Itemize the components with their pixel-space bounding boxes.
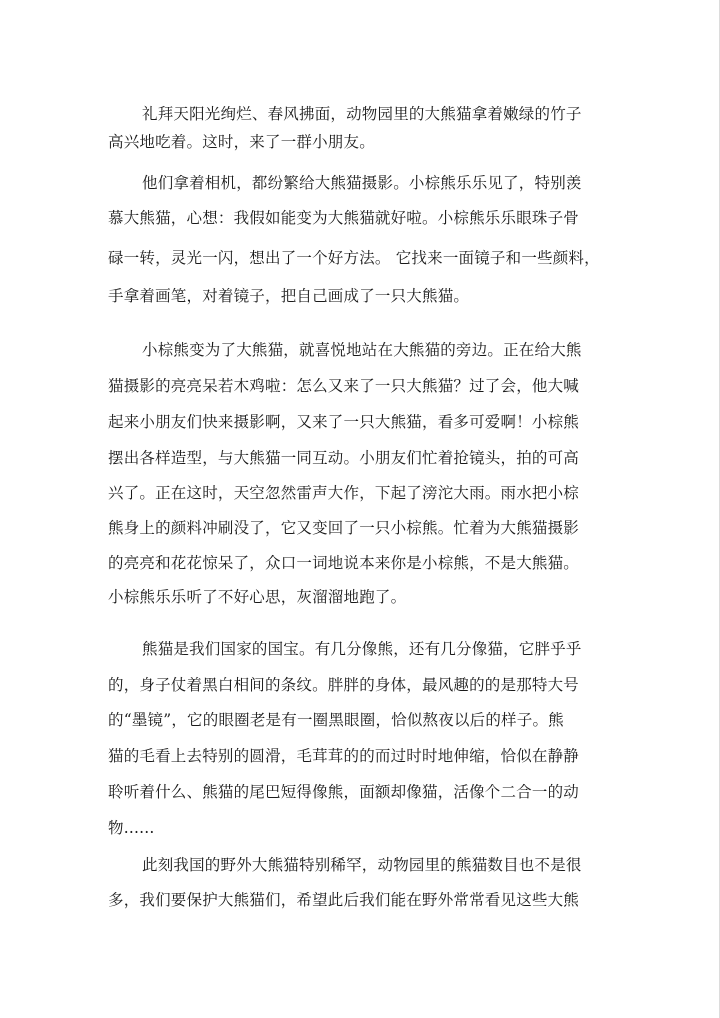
paragraph-line: 小棕熊变为了大熊猫，就喜悦地站在大熊猫的旁边。正在给大熊: [142, 341, 582, 359]
paragraph-line: 摆出各样造型，与大熊猫一同互动。小朋友们忙着抢镜头，拍的可高: [108, 449, 580, 467]
paragraph-line: 高兴地吃着。这时，来了一群小朋友。: [108, 133, 375, 151]
paragraph-line: 熊身上的颜料冲刷没了，它又变回了一只小棕熊。忙着为大熊猫摄影: [108, 519, 580, 537]
paragraph-line: 他们拿着相机，都纷繁给大熊猫摄影。小棕熊乐乐见了，特别羡: [142, 174, 582, 192]
paragraph-line: 猫摄影的亮亮呆若木鸡啦：怎么又来了一只大熊猫？过了会，他大喊: [108, 377, 580, 395]
paragraph-line: 手拿着画笔，对着镜子，把自己画成了一只大熊猫。: [108, 287, 470, 305]
paragraph-line: 此刻我国的野外大熊猫特别稀罕，动物园里的熊猫数目也不是很: [142, 856, 582, 874]
paragraph-line: 的“墨镜”，它的眼圈老是有一圈黑眼圈，恰似熬夜以后的样子。熊: [108, 711, 564, 729]
paragraph-line: 猫的毛看上去特别的圆滑，毛茸茸的的而过时时地伸缩，恰似在静静: [108, 747, 580, 765]
paragraph-line: 小棕熊乐乐听了不好心思，灰溜溜地跑了。: [108, 588, 407, 606]
paragraph-line: 聆听着什么、熊猫的尾巴短得像熊，面额却像猫，活像个二合一的动: [108, 783, 580, 801]
paragraph-line: 碌一转，灵光一闪，想出了一个好方法。 它找来一面镜子和一些颜料，: [108, 249, 600, 267]
paragraph-line: 的，身子仗着黑白相间的条纹。胖胖的身体，最风趣的的是那特大号: [108, 676, 580, 694]
paragraph-line: 熊猫是我们国家的国宝。有几分像熊，还有几分像猫，它胖乎乎: [142, 640, 582, 658]
paragraph-line: 兴了。正在这时，天空忽然雷声大作，下起了滂沱大雨。雨水把小棕: [108, 484, 580, 502]
paragraph-line: 慕大熊猫，心想：我假如能变为大熊猫就好啦。小棕熊乐乐眼珠子骨: [108, 209, 580, 227]
paragraph-line: 物......: [108, 819, 155, 837]
paragraph-line: 多，我们要保护大熊猫们，希望此后我们能在野外常常看见这些大熊: [108, 891, 580, 909]
paragraph-line: 礼拜天阳光绚烂、春风拂面，动物园里的大熊猫拿着嫩绿的竹子: [142, 105, 582, 123]
paragraph-line: 的亮亮和花花惊呆了，众口一词地说本来你是小棕熊，不是大熊猫。: [108, 554, 580, 572]
paragraph-line: 起来小朋友们快来摄影啊，又来了一只大熊猫，看多可爱啊！小棕熊: [108, 413, 580, 431]
